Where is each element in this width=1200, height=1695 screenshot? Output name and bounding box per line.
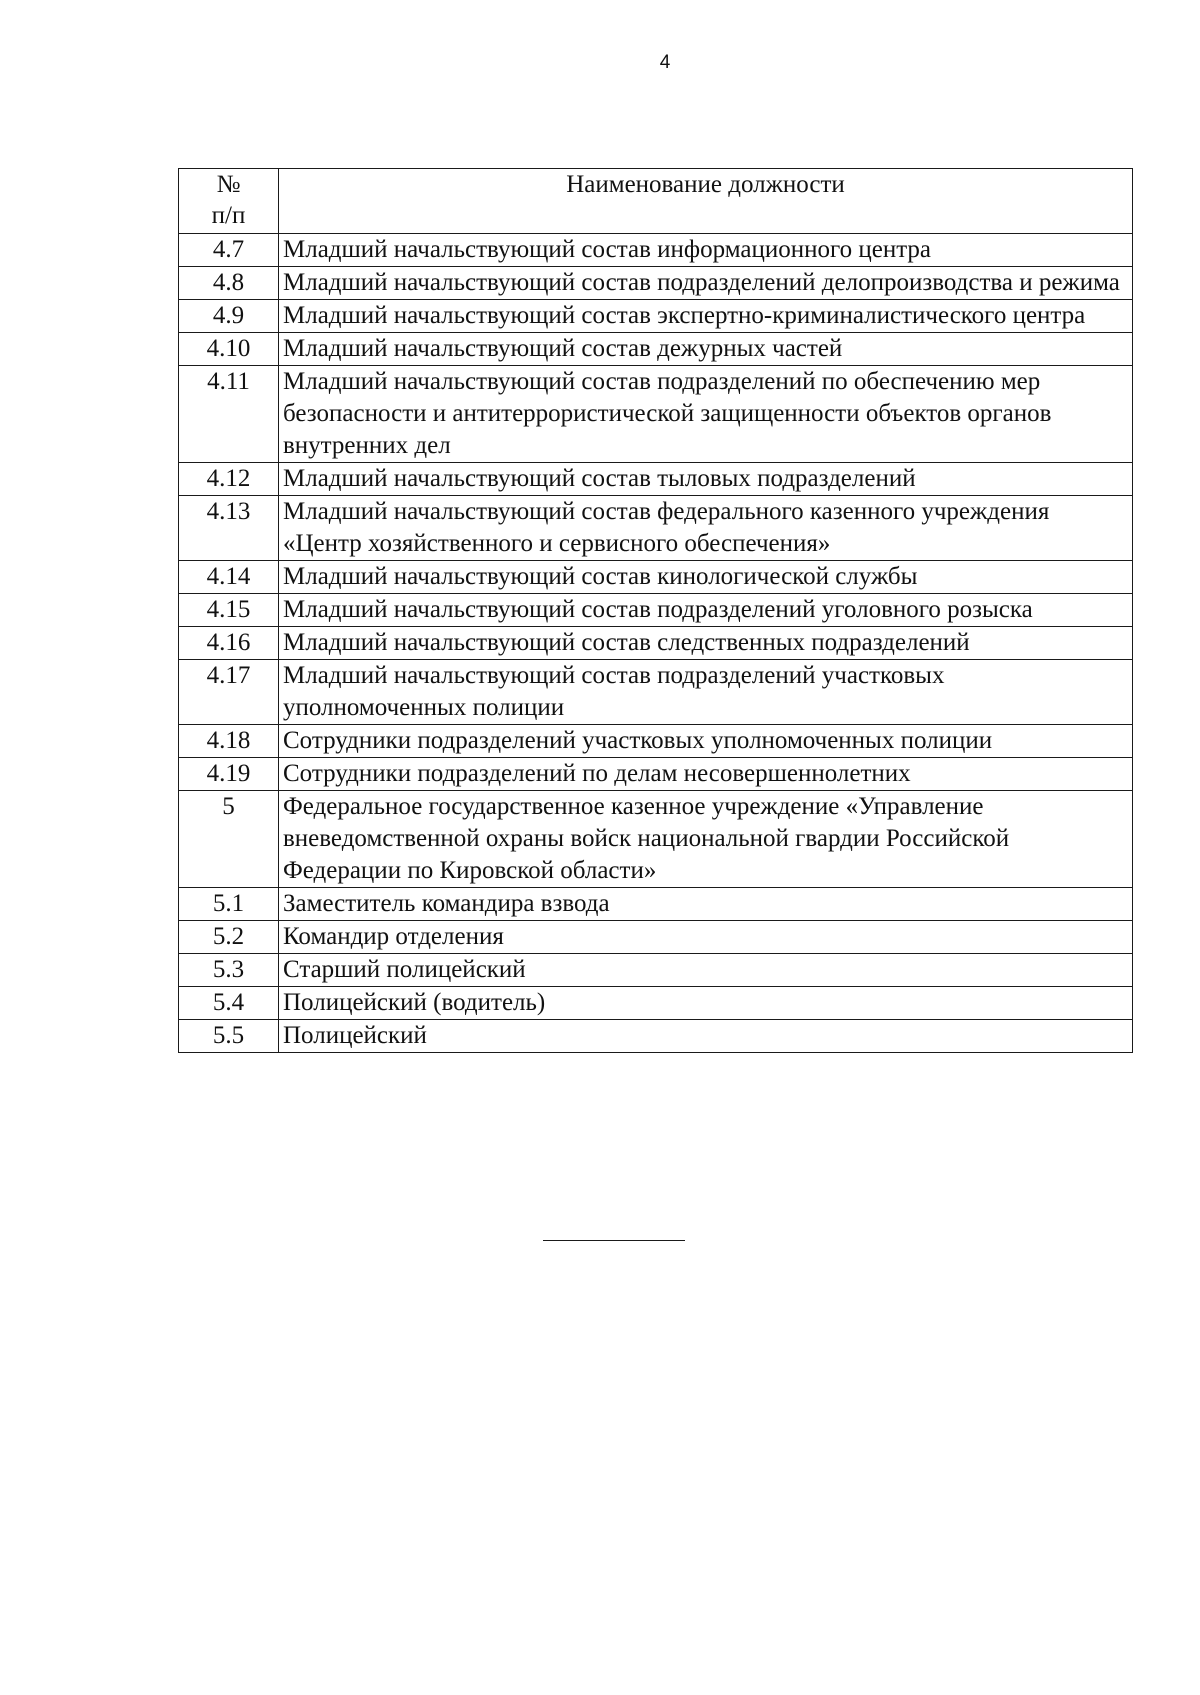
position-name-cell: Заместитель командира взвода bbox=[279, 888, 1133, 921]
row-number-cell: 4.8 bbox=[179, 267, 279, 300]
row-number-cell: 4.13 bbox=[179, 496, 279, 561]
row-number-cell: 5.4 bbox=[179, 987, 279, 1020]
table-row bbox=[179, 594, 1133, 627]
position-name-cell: Младший начальствующий состав подразделений уголовного розыска bbox=[279, 594, 1133, 627]
row-number-cell: 4.17 bbox=[179, 660, 279, 725]
table-row bbox=[179, 987, 1133, 1020]
table-row bbox=[179, 725, 1133, 758]
table-row bbox=[179, 333, 1133, 366]
position-name-cell: Младший начальствующий состав кинологической службы bbox=[279, 561, 1133, 594]
row-number-cell: 5.3 bbox=[179, 954, 279, 987]
table-row bbox=[179, 496, 1133, 561]
row-number-cell: 4.16 bbox=[179, 627, 279, 660]
position-name-cell: Младший начальствующий состав федерального казенного учреждения «Центр хозяйственного и сервисного обеспечения» bbox=[279, 496, 1133, 561]
row-number-cell: 5.5 bbox=[179, 1020, 279, 1053]
row-number-cell: 4.9 bbox=[179, 300, 279, 333]
row-number-cell: 5.2 bbox=[179, 921, 279, 954]
row-number-cell: 4.7 bbox=[179, 234, 279, 267]
position-name-cell: Сотрудники подразделений по делам несовершеннолетних bbox=[279, 758, 1133, 791]
table-row bbox=[179, 758, 1133, 791]
table-row bbox=[179, 267, 1133, 300]
position-name-cell: Младший начальствующий состав следственных подразделений bbox=[279, 627, 1133, 660]
end-of-document-line bbox=[543, 1240, 685, 1241]
table-row bbox=[179, 660, 1133, 725]
position-name-cell: Младший начальствующий состав тыловых подразделений bbox=[279, 463, 1133, 496]
position-name-cell: Младший начальствующий состав подразделений по обеспечению мер безопасности и антитеррористической защищенности объектов органов внутренних дел bbox=[279, 366, 1133, 463]
position-name-cell: Младший начальствующий состав экспертно-криминалистического центра bbox=[279, 300, 1133, 333]
page-number: 4 bbox=[659, 52, 671, 73]
table-body bbox=[179, 234, 1133, 1053]
row-number-cell: 4.18 bbox=[179, 725, 279, 758]
row-number-cell: 4.12 bbox=[179, 463, 279, 496]
table-row bbox=[179, 561, 1133, 594]
number-column-header: № п/п bbox=[179, 169, 279, 234]
position-name-column-header: Наименование должности bbox=[279, 169, 1133, 234]
table-row bbox=[179, 791, 1133, 888]
table-row bbox=[179, 300, 1133, 333]
position-name-cell: Младший начальствующий состав подразделений делопроизводства и режима bbox=[279, 267, 1133, 300]
table-row bbox=[179, 888, 1133, 921]
position-name-cell: Сотрудники подразделений участковых уполномоченных полиции bbox=[279, 725, 1133, 758]
table-row bbox=[179, 954, 1133, 987]
table-row bbox=[179, 366, 1133, 463]
position-name-cell: Командир отделения bbox=[279, 921, 1133, 954]
position-name-cell: Старший полицейский bbox=[279, 954, 1133, 987]
row-number-cell: 5 bbox=[179, 791, 279, 888]
position-name-cell: Полицейский (водитель) bbox=[279, 987, 1133, 1020]
table-header-row bbox=[179, 169, 1133, 234]
position-name-cell: Федеральное государственное казенное учреждение «Управление вневедомственной охраны войск национальной гвардии Российской Федерации по Кировской области» bbox=[279, 791, 1133, 888]
row-number-cell: 4.19 bbox=[179, 758, 279, 791]
row-number-cell: 4.14 bbox=[179, 561, 279, 594]
row-number-cell: 4.11 bbox=[179, 366, 279, 463]
row-number-cell: 4.10 bbox=[179, 333, 279, 366]
row-number-cell: 4.15 bbox=[179, 594, 279, 627]
table-row bbox=[179, 921, 1133, 954]
table-row bbox=[179, 463, 1133, 496]
table-row bbox=[179, 1020, 1133, 1053]
row-number-cell: 5.1 bbox=[179, 888, 279, 921]
positions-table bbox=[178, 168, 1133, 1053]
position-name-cell: Полицейский bbox=[279, 1020, 1133, 1053]
position-name-cell: Младший начальствующий состав дежурных частей bbox=[279, 333, 1133, 366]
table-row bbox=[179, 234, 1133, 267]
position-name-cell: Младший начальствующий состав информационного центра bbox=[279, 234, 1133, 267]
position-name-cell: Младший начальствующий состав подразделений участковых уполномоченных полиции bbox=[279, 660, 1133, 725]
table-row bbox=[179, 627, 1133, 660]
